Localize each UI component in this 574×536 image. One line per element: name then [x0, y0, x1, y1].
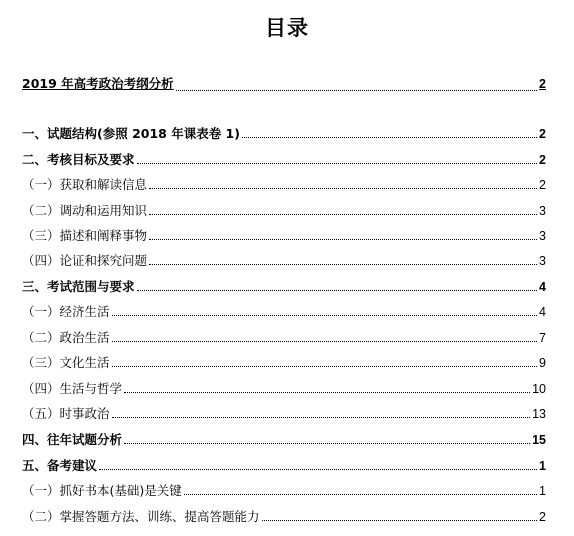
toc-entry-label: 五、备考建议: [22, 458, 98, 473]
toc-entry-label: （三）描述和阐释事物: [22, 228, 148, 243]
toc-leader-dots: [149, 264, 537, 265]
toc-page-number: 4: [539, 280, 546, 294]
toc-entry-section-2-1[interactable]: [22, 175, 546, 193]
toc-entry-section-3-4[interactable]: [22, 379, 546, 397]
toc-entry-label: （三）文化生活: [22, 355, 110, 370]
toc-leader-dots: [149, 188, 537, 189]
toc-leader-dots: [137, 290, 538, 291]
toc-entry-label: （二）政治生活: [22, 330, 110, 345]
toc-entry-label: （一）经济生活: [22, 304, 110, 319]
toc-leader-dots: [124, 392, 530, 393]
toc-leader-dots: [242, 137, 537, 138]
toc-leader-dots: [176, 90, 537, 91]
toc-leader-dots: [112, 366, 538, 367]
toc-page-number: 3: [539, 254, 546, 268]
toc-entry-section-3-1[interactable]: [22, 302, 546, 320]
toc-entry-label: （五）时事政治: [22, 406, 110, 421]
toc-entry-label: （二）调动和运用知识: [22, 203, 148, 218]
toc-entry-exam-outline-analysis[interactable]: [22, 74, 546, 92]
toc-entry-label: 2019 年高考政治考纲分析: [22, 76, 174, 91]
toc-page-number: 2: [539, 127, 546, 141]
toc-leader-dots: [112, 315, 538, 316]
toc-leader-dots: [184, 494, 537, 495]
toc-page-number: 9: [539, 356, 546, 370]
toc-leader-dots: [112, 417, 531, 418]
toc-entry-section-3-5[interactable]: [22, 404, 546, 422]
toc-title: 目录: [265, 16, 309, 40]
toc-page-number: 2: [539, 178, 546, 192]
toc-entry-label: （四）论证和探究问题: [22, 253, 148, 268]
toc-page-number: 3: [539, 204, 546, 218]
toc-entry-label: 二、考核目标及要求: [22, 152, 135, 167]
toc-leader-dots: [112, 341, 538, 342]
toc-page-number: 7: [539, 331, 546, 345]
toc-page-number: 15: [532, 433, 546, 447]
toc-page-number: 1: [539, 484, 546, 498]
toc-entry-label: 一、试题结构(参照 2018 年课表卷 1): [22, 126, 240, 141]
toc-entry-label: （四）生活与哲学: [22, 381, 123, 396]
toc-page-number: 2: [539, 77, 546, 91]
toc-entry-section-5[interactable]: [22, 456, 546, 474]
toc-entry-section-2-2[interactable]: [22, 201, 546, 219]
toc-leader-dots: [137, 163, 538, 164]
toc-entry-section-2[interactable]: [22, 150, 546, 168]
toc-leader-dots: [149, 239, 537, 240]
toc-page-number: 3: [539, 229, 546, 243]
toc-page-number: 10: [532, 382, 546, 396]
toc-entry-section-3[interactable]: [22, 277, 546, 295]
toc-entry-section-4[interactable]: [22, 430, 546, 448]
toc-page-number: 4: [539, 305, 546, 319]
toc-entry-label: （二）掌握答题方法、训练、提高答题能力: [22, 509, 260, 524]
toc-page-number: 2: [539, 153, 546, 167]
toc-leader-dots: [124, 443, 530, 444]
toc-leader-dots: [149, 214, 537, 215]
toc-entry-section-3-3[interactable]: [22, 353, 546, 371]
toc-page-number: 13: [532, 407, 546, 421]
toc-entry-section-3-2[interactable]: [22, 328, 546, 346]
toc-page-number: 1: [539, 459, 546, 473]
toc-page-number: 2: [539, 510, 546, 524]
toc-entry-section-2-4[interactable]: [22, 251, 546, 269]
toc-entry-section-1[interactable]: [22, 124, 546, 142]
toc-entry-label: （一）抓好书本(基础)是关键: [22, 483, 182, 498]
toc-entry-section-5-2[interactable]: [22, 507, 546, 525]
toc-leader-dots: [262, 520, 538, 521]
toc-entry-label: 三、考试范围与要求: [22, 279, 135, 294]
toc-entry-section-5-1[interactable]: [22, 481, 546, 499]
toc-leader-dots: [99, 469, 537, 470]
toc-entry-label: （一）获取和解读信息: [22, 177, 148, 192]
toc-entry-label: 四、往年试题分析: [22, 432, 123, 447]
toc-entry-section-2-3[interactable]: [22, 226, 546, 244]
